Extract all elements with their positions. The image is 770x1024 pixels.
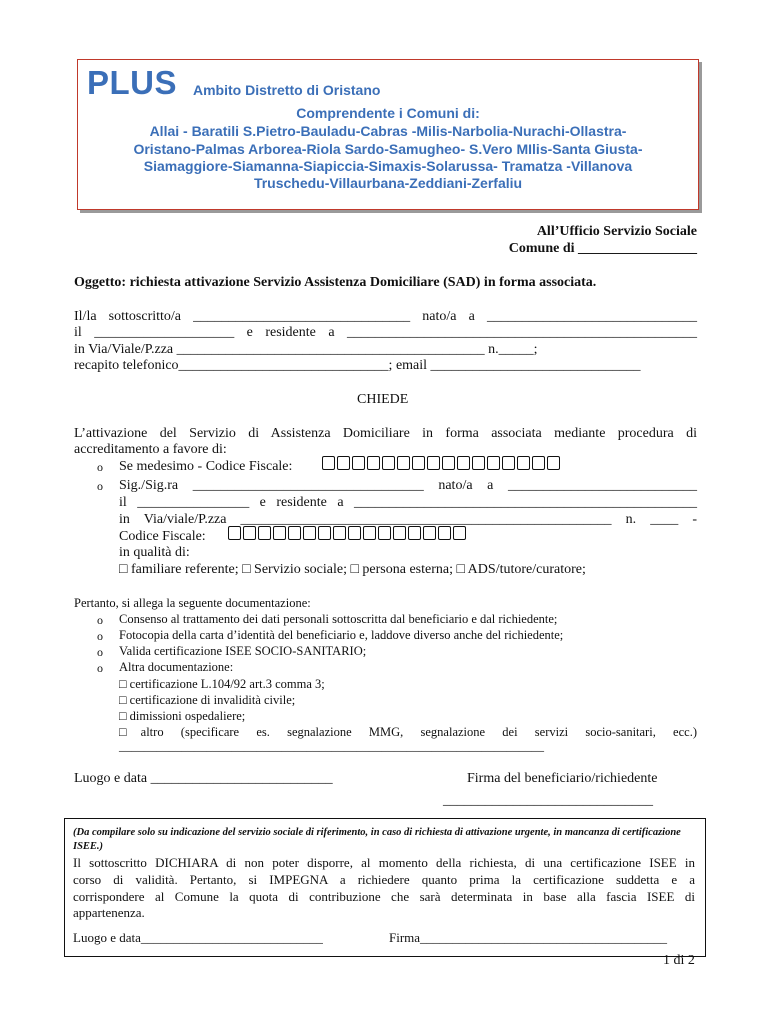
role-checkboxes[interactable]: □ familiare referente; □ Servizio sociale; □ persona esterna; □ ADS/tutore/curatore; (119, 562, 586, 577)
isee-para-line-1: Il sottoscritto DICHIARA di non poter disporre, al momento della richiesta, di una certificazione ISEE in (73, 855, 695, 870)
doc-item-consenso: Consenso al trattamento dei dati personali sottoscritta dal beneficiario e dal richiedente; (119, 612, 558, 626)
option-other-residence[interactable]: il ________________ e residente a _________________________________________________ (119, 495, 697, 510)
firma-line[interactable]: ______________________________ (443, 793, 653, 808)
isee-para-line-4: appartenenza. (73, 905, 145, 920)
chiede-heading: CHIEDE (357, 392, 409, 407)
isee-declaration-box (64, 818, 706, 957)
plus-logo-text: PLUS (87, 64, 178, 101)
page-number: 1 di 2 (663, 953, 695, 968)
comuni-line-1: Allai - Baratili S.Pietro-Bauladu-Cabras -Milis-Narbolia-Nurachi-Ollastra- (149, 123, 627, 139)
isee-box-note: (Da compilare solo su indicazione del servizio sociale di riferimento, in caso di richiesta di attivazione urgente, in mancanza di certificazione ISEE.) (73, 827, 681, 852)
comuni-line-4: Truschedu-Villaurbana-Zeddiani-Zerfaliu (253, 175, 523, 191)
doc-item-fotocopia: Fotocopia della carta d’identità del beneficiario e, laddove diverso anche del richiedente; (119, 628, 564, 642)
option-other-cf-label: Codice Fiscale: (119, 529, 206, 544)
firma-label: Firma del beneficiario/richiedente (467, 771, 658, 786)
bullet-circle-icon: o (97, 629, 103, 643)
addressee-comune[interactable]: Comune di _________________ (508, 241, 697, 256)
codice-fiscale-boxes-self[interactable] (322, 456, 562, 473)
option-self-label[interactable]: Se medesimo - Codice Fiscale: (119, 459, 293, 474)
form-line-address[interactable]: in Via/Viale/P.zza ____________________________________________ n._____; (74, 342, 538, 357)
in-qualita-label: in qualità di: (119, 545, 190, 560)
bullet-circle-icon: o (97, 645, 103, 659)
option-other-address[interactable]: in Via/viale/P.zza _____________________________________________________ n. ____ - (119, 512, 697, 527)
attivazione-line-1: L’attivazione del Servizio di Assistenza Domiciliare in forma associata mediante procedura di (74, 426, 697, 441)
doc-item-isee: Valida certificazione ISEE SOCIO-SANITARIO; (119, 644, 367, 658)
attivazione-line-2: accreditamento a favore di: (74, 442, 227, 457)
isee-firma-field[interactable]: Firma______________________________________ (389, 930, 668, 945)
form-line-residence[interactable]: il ____________________ e residente a __________________________________________________ (74, 325, 697, 340)
option-other-name[interactable]: Sig./Sig.ra _________________________________ nato/a a ___________________________ (119, 478, 697, 493)
docs-intro: Pertanto, si allega la seguente documentazione: (74, 596, 311, 610)
comprendente-label: Comprendente i Comuni di: (296, 105, 480, 121)
doc-item-altra: Altra documentazione: (119, 660, 234, 674)
doc-sub-altro-line[interactable]: ____________________________________________________________________ (119, 739, 544, 753)
doc-sub-altro[interactable]: □altro (specificare es. segnalazione MMG, segnalazione dei servizi socio-sanitari, ecc.) (119, 725, 697, 739)
isee-luogo-data-field[interactable]: Luogo e data____________________________ (73, 930, 323, 945)
subject-line: Oggetto: richiesta attivazione Servizio Assistenza Domiciliare (SAD) in forma associata. (74, 275, 597, 290)
bullet-circle-icon: o (97, 460, 103, 474)
isee-para-line-3: corrispondere al Comune la quota di contribuzione che sarà determinata in base alla fascia ISEE di (73, 889, 695, 904)
comuni-line-3: Siamaggiore-Siamanna-Siapiccia-Simaxis-Solarussa- Tramatza -Villanova (143, 158, 633, 174)
comuni-line-2: Oristano-Palmas Arborea-Riola Sardo-Samugheo- S.Vero MIlis-Santa Giusta- (133, 141, 643, 157)
isee-para-line-2: corso di validità. Pertanto, si IMPEGNA a richiedere quanto prima la certificazione suddetta e a (73, 872, 695, 887)
codice-fiscale-boxes-other[interactable] (228, 526, 468, 543)
header-box (77, 59, 699, 210)
bullet-circle-icon: o (97, 479, 103, 493)
luogo-data-field[interactable]: Luogo e data __________________________ (74, 771, 333, 786)
ambito-title: Ambito Distretto di Oristano (193, 82, 381, 98)
bullet-circle-icon: o (97, 613, 103, 627)
doc-sub-104[interactable]: □ certificazione L.104/92 art.3 comma 3; (119, 677, 325, 691)
addressee-office: All’Ufficio Servizio Sociale (536, 224, 697, 239)
bullet-circle-icon: o (97, 661, 103, 675)
form-line-contacts[interactable]: recapito telefonico______________________________; email ______________________________ (74, 358, 641, 373)
doc-sub-invalidita[interactable]: □ certificazione di invalidità civile; (119, 693, 296, 707)
form-line-name[interactable]: Il/la sottoscritto/a _______________________________ nato/a a ______________________________ (74, 309, 697, 324)
doc-sub-dimissioni[interactable]: □ dimissioni ospedaliere; (119, 709, 246, 723)
